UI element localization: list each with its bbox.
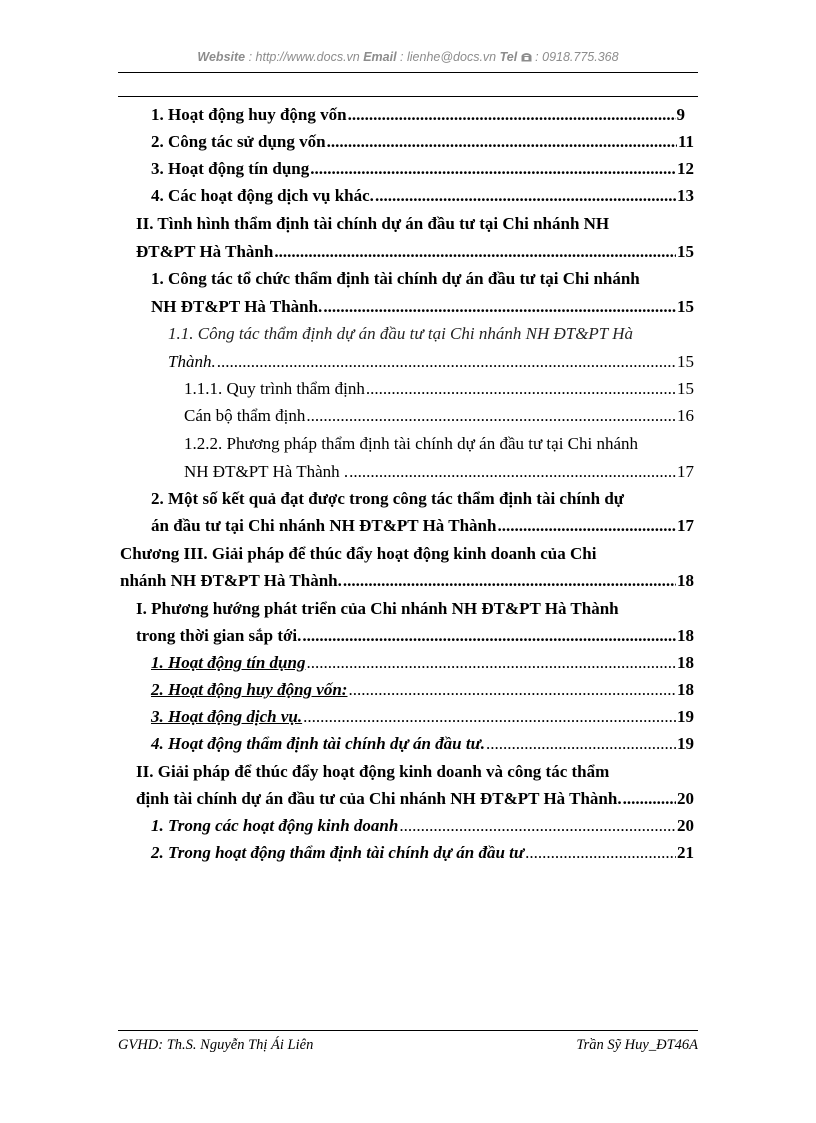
website-header — [118, 50, 698, 64]
toc-entry[interactable]: 4. Hoạt động thẩm định tài chính dự án đầu tư. ..... 19 — [151, 732, 694, 756]
toc-entry[interactable]: 2. Trong hoạt động thẩm định tài chính dự án đầu tư ..... 21 — [151, 841, 694, 865]
email-label: Email — [363, 50, 397, 64]
website-value[interactable]: : http://www.docs.vn — [245, 50, 364, 64]
toc-entry-line1[interactable]: II. Tình hình thẩm định tài chính dự án đầu tư tại Chi nhánh NH — [136, 214, 610, 233]
toc-entry[interactable]: 3. Hoạt động dịch vụ. ..... 19 — [151, 705, 694, 729]
toc-entry-line2[interactable]: Thành. ..... 15 — [168, 350, 694, 374]
toc-entry[interactable]: 4. Các hoạt động dịch vụ khác. ..... 13 — [151, 184, 694, 208]
toc-entry[interactable]: Cán bộ thẩm định ..... 16 — [184, 404, 694, 428]
toc-entry-line2[interactable]: NH ĐT&PT Hà Thành . ..... 17 — [184, 460, 694, 484]
toc-entry-line2[interactable]: nhánh NH ĐT&PT Hà Thành. ..... 18 — [120, 569, 694, 593]
toc-entry-line1[interactable]: 1. Công tác tổ chức thẩm định tài chính dự án đầu tư tại Chi nhánh — [151, 269, 640, 288]
tel-label: Tel — [499, 50, 518, 64]
toc-entry[interactable]: 1. Hoạt động huy động vốn ..... 9 — [151, 103, 685, 127]
toc-entry-line2[interactable]: định tài chính dự án đầu tư của Chi nhánh NH ĐT&PT Hà Thành. ..... 20 — [136, 787, 694, 811]
toc-entry-line1[interactable]: II. Giải pháp để thúc đẩy hoạt động kinh doanh và công tác thẩm — [136, 762, 610, 781]
toc-entry-line1[interactable]: 1.2.2. Phương pháp thẩm định tài chính dự án đầu tư tại Chi nhánh — [184, 434, 639, 453]
footer-advisor: GVHD: Th.S. Nguyễn Thị Ái Liên — [118, 1037, 314, 1053]
header-rule-top — [118, 72, 698, 73]
header-rule-bottom — [118, 96, 698, 97]
toc-entry[interactable]: 1. Hoạt động tín dụng ..... 18 — [151, 651, 694, 675]
toc-entry[interactable]: 1.1.1. Quy trình thẩm định ..... 15 — [184, 377, 694, 401]
toc-entry-line1[interactable]: I. Phương hướng phát triển của Chi nhánh NH ĐT&PT Hà Thành — [136, 599, 619, 618]
phone-icon — [521, 51, 532, 60]
footer-author: Trần Sỹ Huy_ĐT46A — [576, 1037, 698, 1053]
toc-entry-line1[interactable]: 1.1. Công tác thẩm định dự án đầu tư tại Chi nhánh NH ĐT&PT Hà — [168, 324, 633, 343]
toc-entry[interactable]: 3. Hoạt động tín dụng ..... 12 — [151, 157, 694, 181]
website-label: Website — [197, 50, 246, 64]
tel-value: : 0918.775.368 — [531, 50, 619, 64]
toc-entry-line2[interactable]: ĐT&PT Hà Thành ..... 15 — [136, 240, 694, 264]
toc-entry-line1[interactable]: 2. Một số kết quả đạt được trong công tác thẩm định tài chính dự — [151, 489, 624, 508]
toc-entry-line2[interactable]: trong thời gian sắp tới. ..... 18 — [136, 624, 694, 648]
toc-entry[interactable]: 2. Hoạt động huy động vốn: ..... 18 — [151, 678, 694, 702]
toc-entry-line2[interactable]: án đầu tư tại Chi nhánh NH ĐT&PT Hà Thành ..... 17 — [151, 514, 694, 538]
toc-entry-line1[interactable]: Chương III. Giải pháp để thúc đẩy hoạt động kinh doanh của Chi — [120, 544, 597, 563]
email-value[interactable]: : lienhe@docs.vn — [396, 50, 500, 64]
toc-entry-line2[interactable]: NH ĐT&PT Hà Thành. ..... 15 — [151, 295, 694, 319]
toc-entry[interactable]: 2. Công tác sử dụng vốn ..... 11 — [151, 130, 694, 154]
footer-rule — [118, 1030, 698, 1031]
toc-entry[interactable]: 1. Trong các hoạt động kinh doanh ..... 20 — [151, 814, 694, 838]
